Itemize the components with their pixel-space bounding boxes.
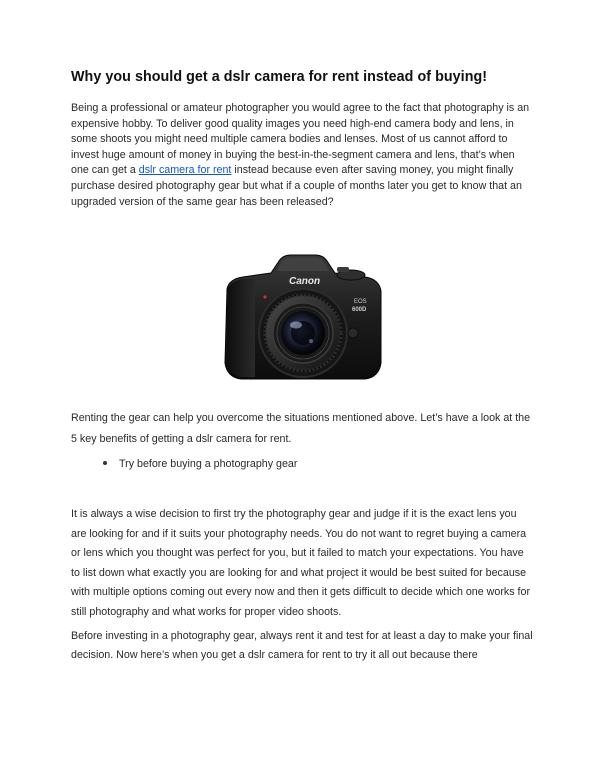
camera-image	[219, 251, 385, 387]
intro-paragraph	[71, 101, 533, 210]
dslr-camera-illustration	[219, 251, 385, 387]
camera-model-line2: 600D	[352, 307, 367, 313]
intro-text-before-link: Being a professional or amateur photographer you would agree to the fact that photography is an expensive hobby. To deliver good quality images you need high-end camera body and lens, in some shoots you might need multiple camera bodies and lenses. Most of us cannot afford to invest huge amount of money in buying the best-in-the-segment camera and lens, that’s when one can get a	[71, 102, 530, 177]
prism-highlight	[277, 258, 329, 271]
lens-release-button	[348, 328, 358, 338]
bullet-marker	[103, 461, 107, 465]
camera-grip	[227, 279, 255, 377]
article-title: Why you should get a dslr camera for rent instead of buying!	[71, 69, 488, 85]
intro-text-after-link: instead because even after saving money, you might finally purchase desired photography gear but what if a couple of months later you get to know that an upgraded version of the same gear has been released?	[71, 164, 522, 208]
camera-brand-label: Canon	[289, 276, 321, 287]
dslr-camera-for-rent-link[interactable]: dslr camera for rent	[138, 164, 232, 177]
try-before-buying-paragraph: It is always a wise decision to first try the photography gear and judge if it is the exact lens you are looking for and if it suits your photography needs. You do not want to regret buying a camera or lens which you thought was perfect for you, but it failed to match your expectations. You have to list down what exactly you are looking for and what project it would be best suited for because with multiple options coming out every now and then it gets difficult to decide which one works for still photography and what works for proper video shoots.	[71, 508, 531, 618]
camera-model-line1: EOS	[354, 299, 367, 305]
bullet-item-text: Try before buying a photography gear	[119, 458, 298, 470]
benefits-intro-paragraph: Renting the gear can help you overcome the situations mentioned above. Let’s have a look at the 5 key benefits of getting a dslr camera for rent.	[71, 412, 531, 445]
shutter-button	[337, 267, 349, 272]
lens-mount-dot	[263, 295, 266, 298]
rent-and-test-paragraph: Before investing in a photography gear, always rent it and test for at least a day to make your final decision. Now here’s when you get a dslr camera for rent to try it all out because there	[71, 630, 533, 661]
bullet-item-try-before-buying	[103, 458, 297, 470]
